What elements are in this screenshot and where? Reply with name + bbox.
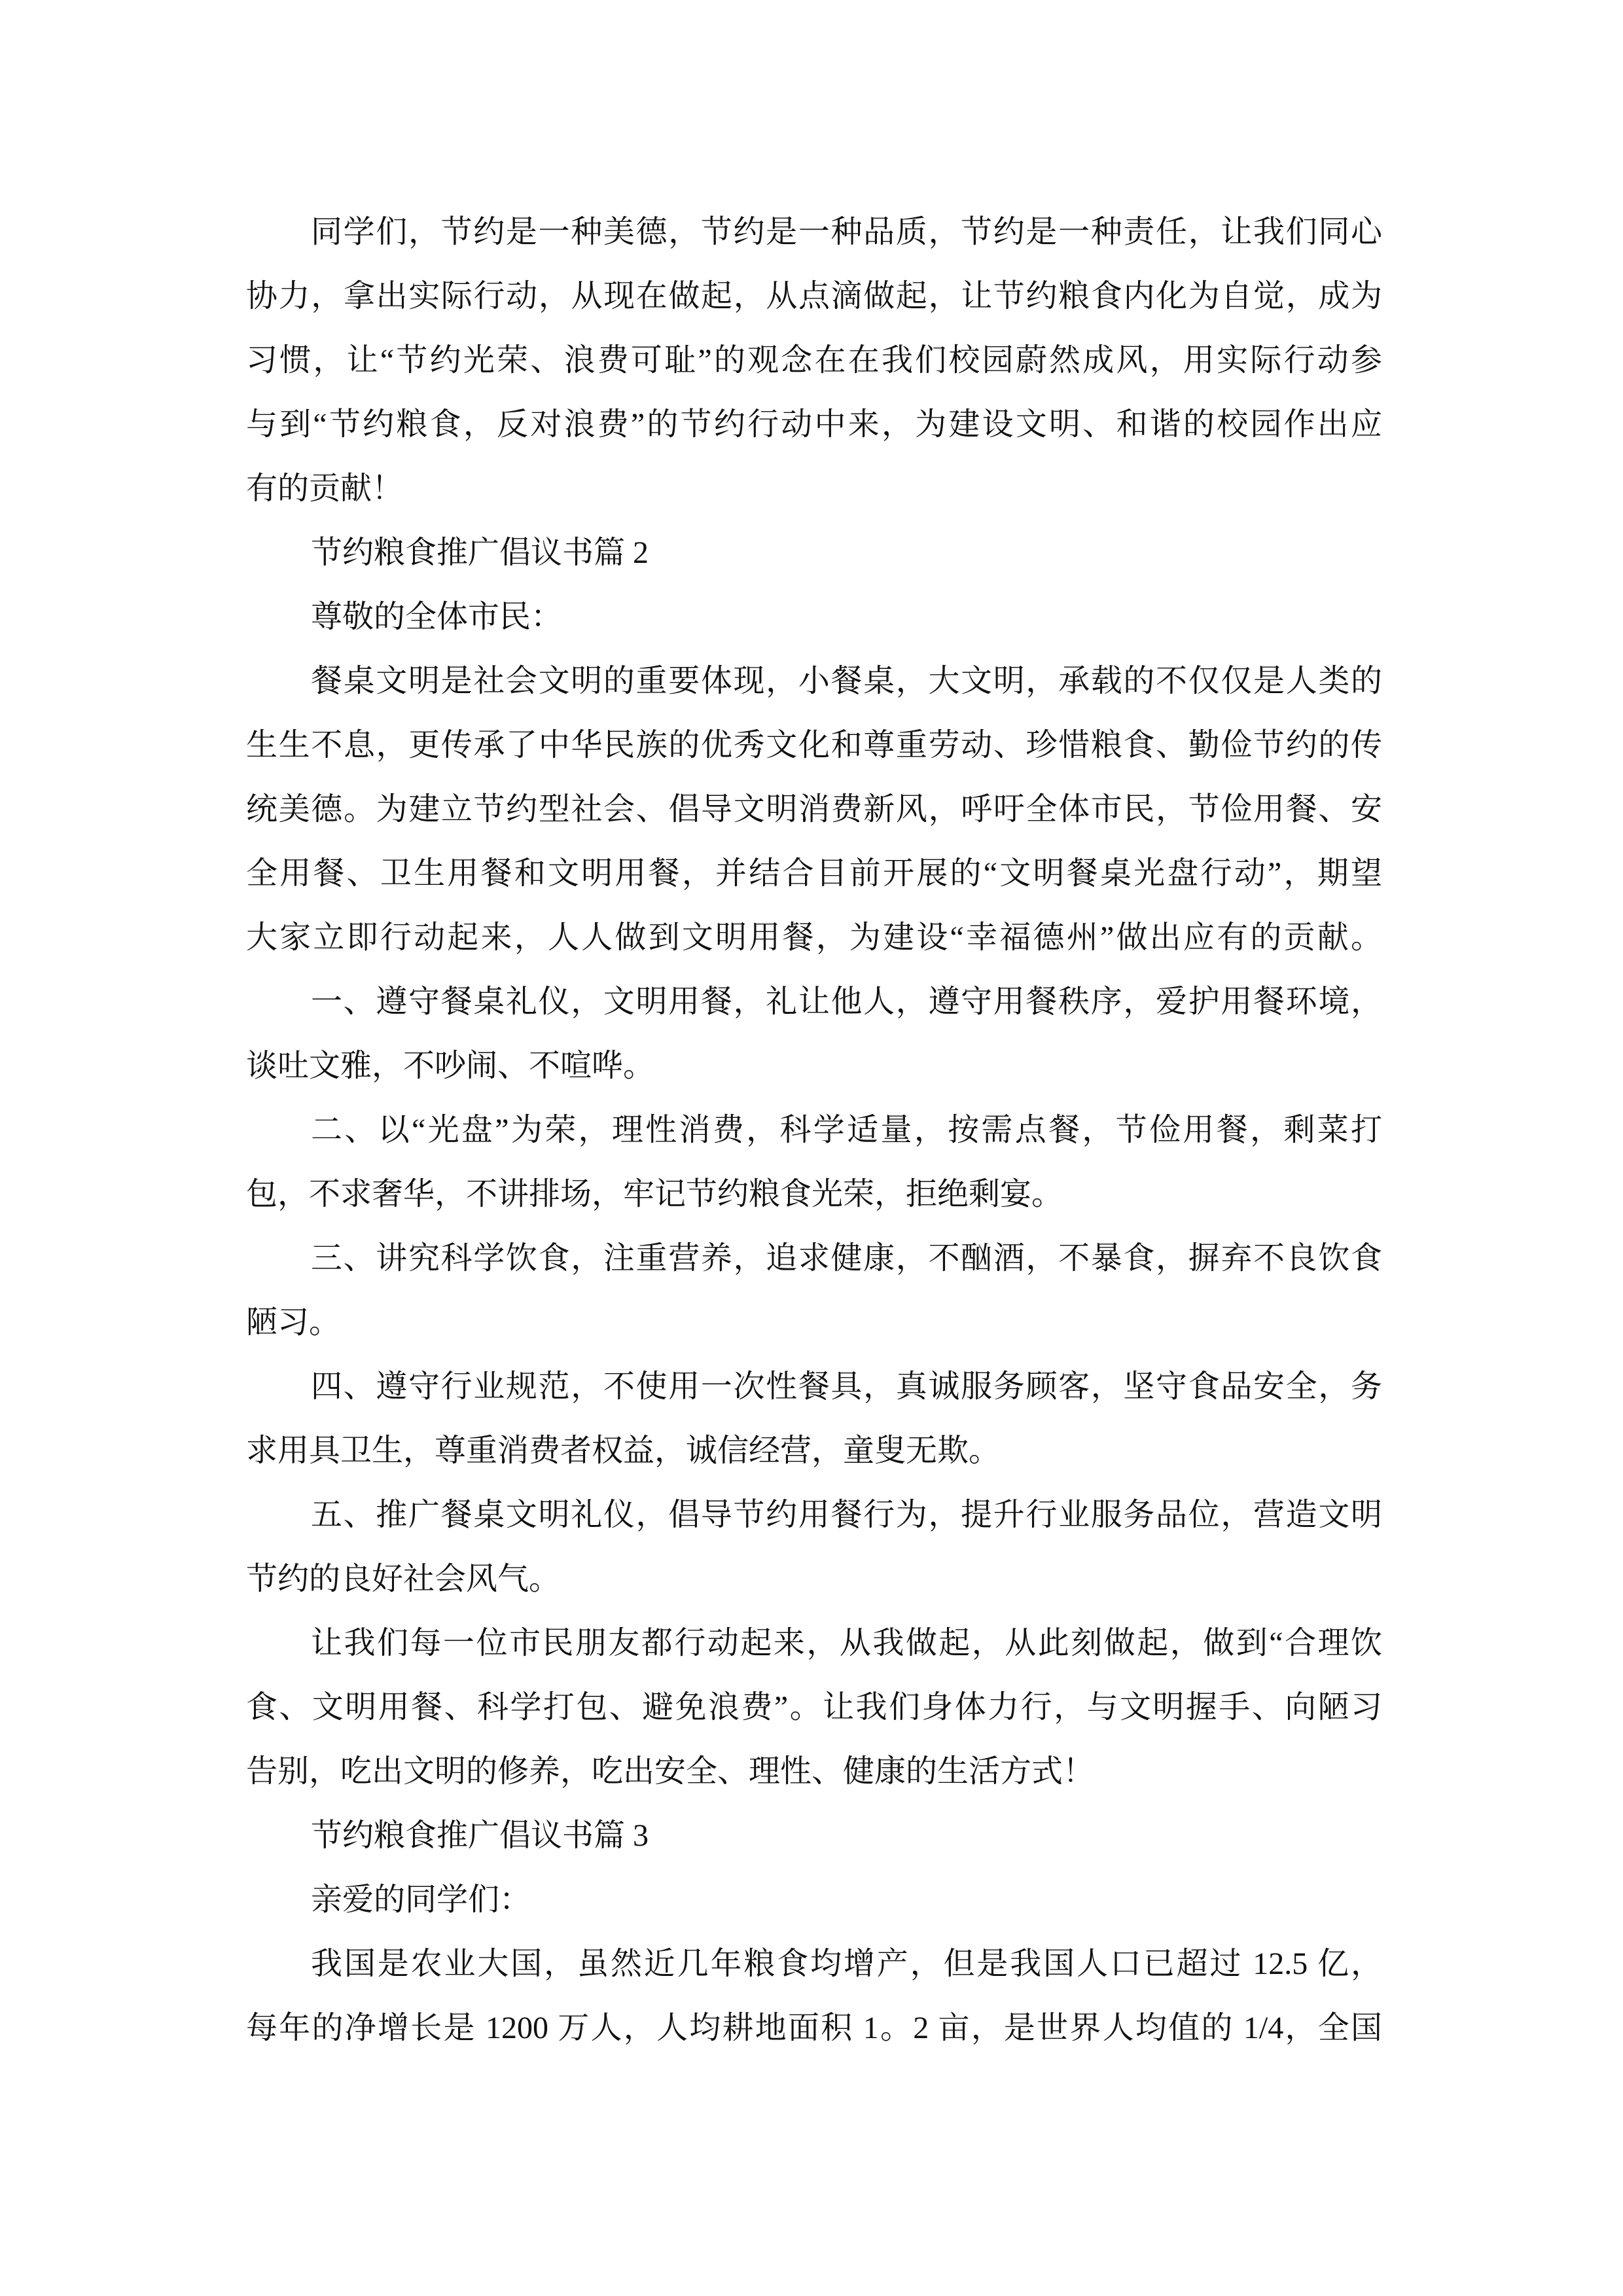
list-item [246,1483,1382,1611]
paragraph-line: 我国是农业大国，虽然近几年粮食均增产，但是我国人口已超过 12.5 亿， [311,1946,1382,1981]
paragraph-line: 五、推广餐桌文明礼仪，倡导节约用餐行为，提升行业服务品位，营造文明 [311,1498,1382,1532]
paragraph-line: 包，不求奢华，不讲排场，牢记节约粮食光荣，拒绝剩宴。 [246,1177,1063,1211]
paragraph-line: 有的贡献！ [246,471,404,506]
section-proposal-3 [246,1804,1382,2060]
list-item [246,1098,1382,1227]
paragraph-line: 习惯，让“节约光荣、浪费可耻”的观念在在我们校园蔚然成风，用实际行动参 [246,343,1382,378]
document-body [246,200,1382,2060]
list-item [246,970,1382,1098]
paragraph-line: 谈吐文雅，不吵闹、不喧哗。 [246,1049,655,1083]
paragraph-line: 告别，吃出文明的修养，吃出安全、理性、健康的生活方式！ [246,1754,1095,1789]
paragraph [246,1932,1382,2060]
salutation: 尊敬的全体市民： [311,600,563,634]
paragraph-line: 一、遵守餐桌礼仪，文明用餐，礼让他人，遵守用餐秩序，爱护用餐环境， [311,984,1382,1019]
paragraph-line: 食、文明用餐、科学打包、避免浪费”。让我们身体力行，与文明握手、向陋习 [246,1690,1382,1725]
section-proposal-2 [246,521,1382,1804]
paragraph-line: 全用餐、卫生用餐和文明用餐，并结合目前开展的“文明餐桌光盘行动”，期望 [246,856,1382,891]
paragraph-line: 协力，拿出实际行动，从现在做起，从点滴做起，让节约粮食内化为自觉，成为 [246,279,1382,314]
paragraph [246,200,1382,521]
section-heading: 节约粮食推广倡议书篇 2 [311,535,649,570]
paragraph-line: 让我们每一位市民朋友都行动起来，从我做起，从此刻做起，做到“合理饮 [311,1626,1382,1660]
section-heading: 节约粮食推广倡议书篇 3 [311,1818,649,1853]
paragraph-line: 大家立即行动起来，人人做到文明用餐，为建设“幸福德州”做出应有的贡献。 [246,920,1382,955]
paragraph-line: 同学们，节约是一种美德，节约是一种品质，节约是一种责任，让我们同心 [311,215,1382,249]
paragraph-line: 节约的良好社会风气。 [246,1562,561,1596]
list-item [246,1355,1382,1483]
paragraph-line: 求用具卫生，尊重消费者权益，诚信经营，童叟无欺。 [246,1433,1001,1468]
paragraph-line: 三、讲究科学饮食，注重营养，追求健康，不酗酒，不暴食，摒弃不良饮食 [311,1241,1382,1276]
paragraph-line: 四、遵守行业规范，不使用一次性餐具，真诚服务顾客，坚守食品安全，务 [311,1369,1382,1404]
paragraph-line: 生生不息，更传承了中华民族的优秀文化和尊重劳动、珍惜粮食、勤俭节约的传 [246,728,1382,762]
paragraph-line: 二、以“光盘”为荣，理性消费，科学适量，按需点餐，节俭用餐，剩菜打 [311,1113,1382,1147]
paragraph-line: 与到“节约粮食，反对浪费”的节约行动中来，为建设文明、和谐的校园作出应 [246,407,1382,442]
list-item [246,1227,1382,1355]
paragraph-line: 每年的净增长是 1200 万人，人均耕地面积 1。2 亩，是世界人均值的 1/4，全国 [246,2011,1382,2045]
paragraph-line: 统美德。为建立节约型社会、倡导文明消费新风，呼吁全体市民，节俭用餐、安 [246,792,1382,827]
paragraph [246,1611,1382,1804]
salutation: 亲爱的同学们： [311,1882,531,1917]
paragraph-line: 陋习。 [246,1305,341,1340]
section-closing-appeal [246,200,1382,521]
paragraph-line: 餐桌文明是社会文明的重要体现，小餐桌，大文明，承载的不仅仅是人类的 [311,664,1382,698]
paragraph [246,649,1382,970]
